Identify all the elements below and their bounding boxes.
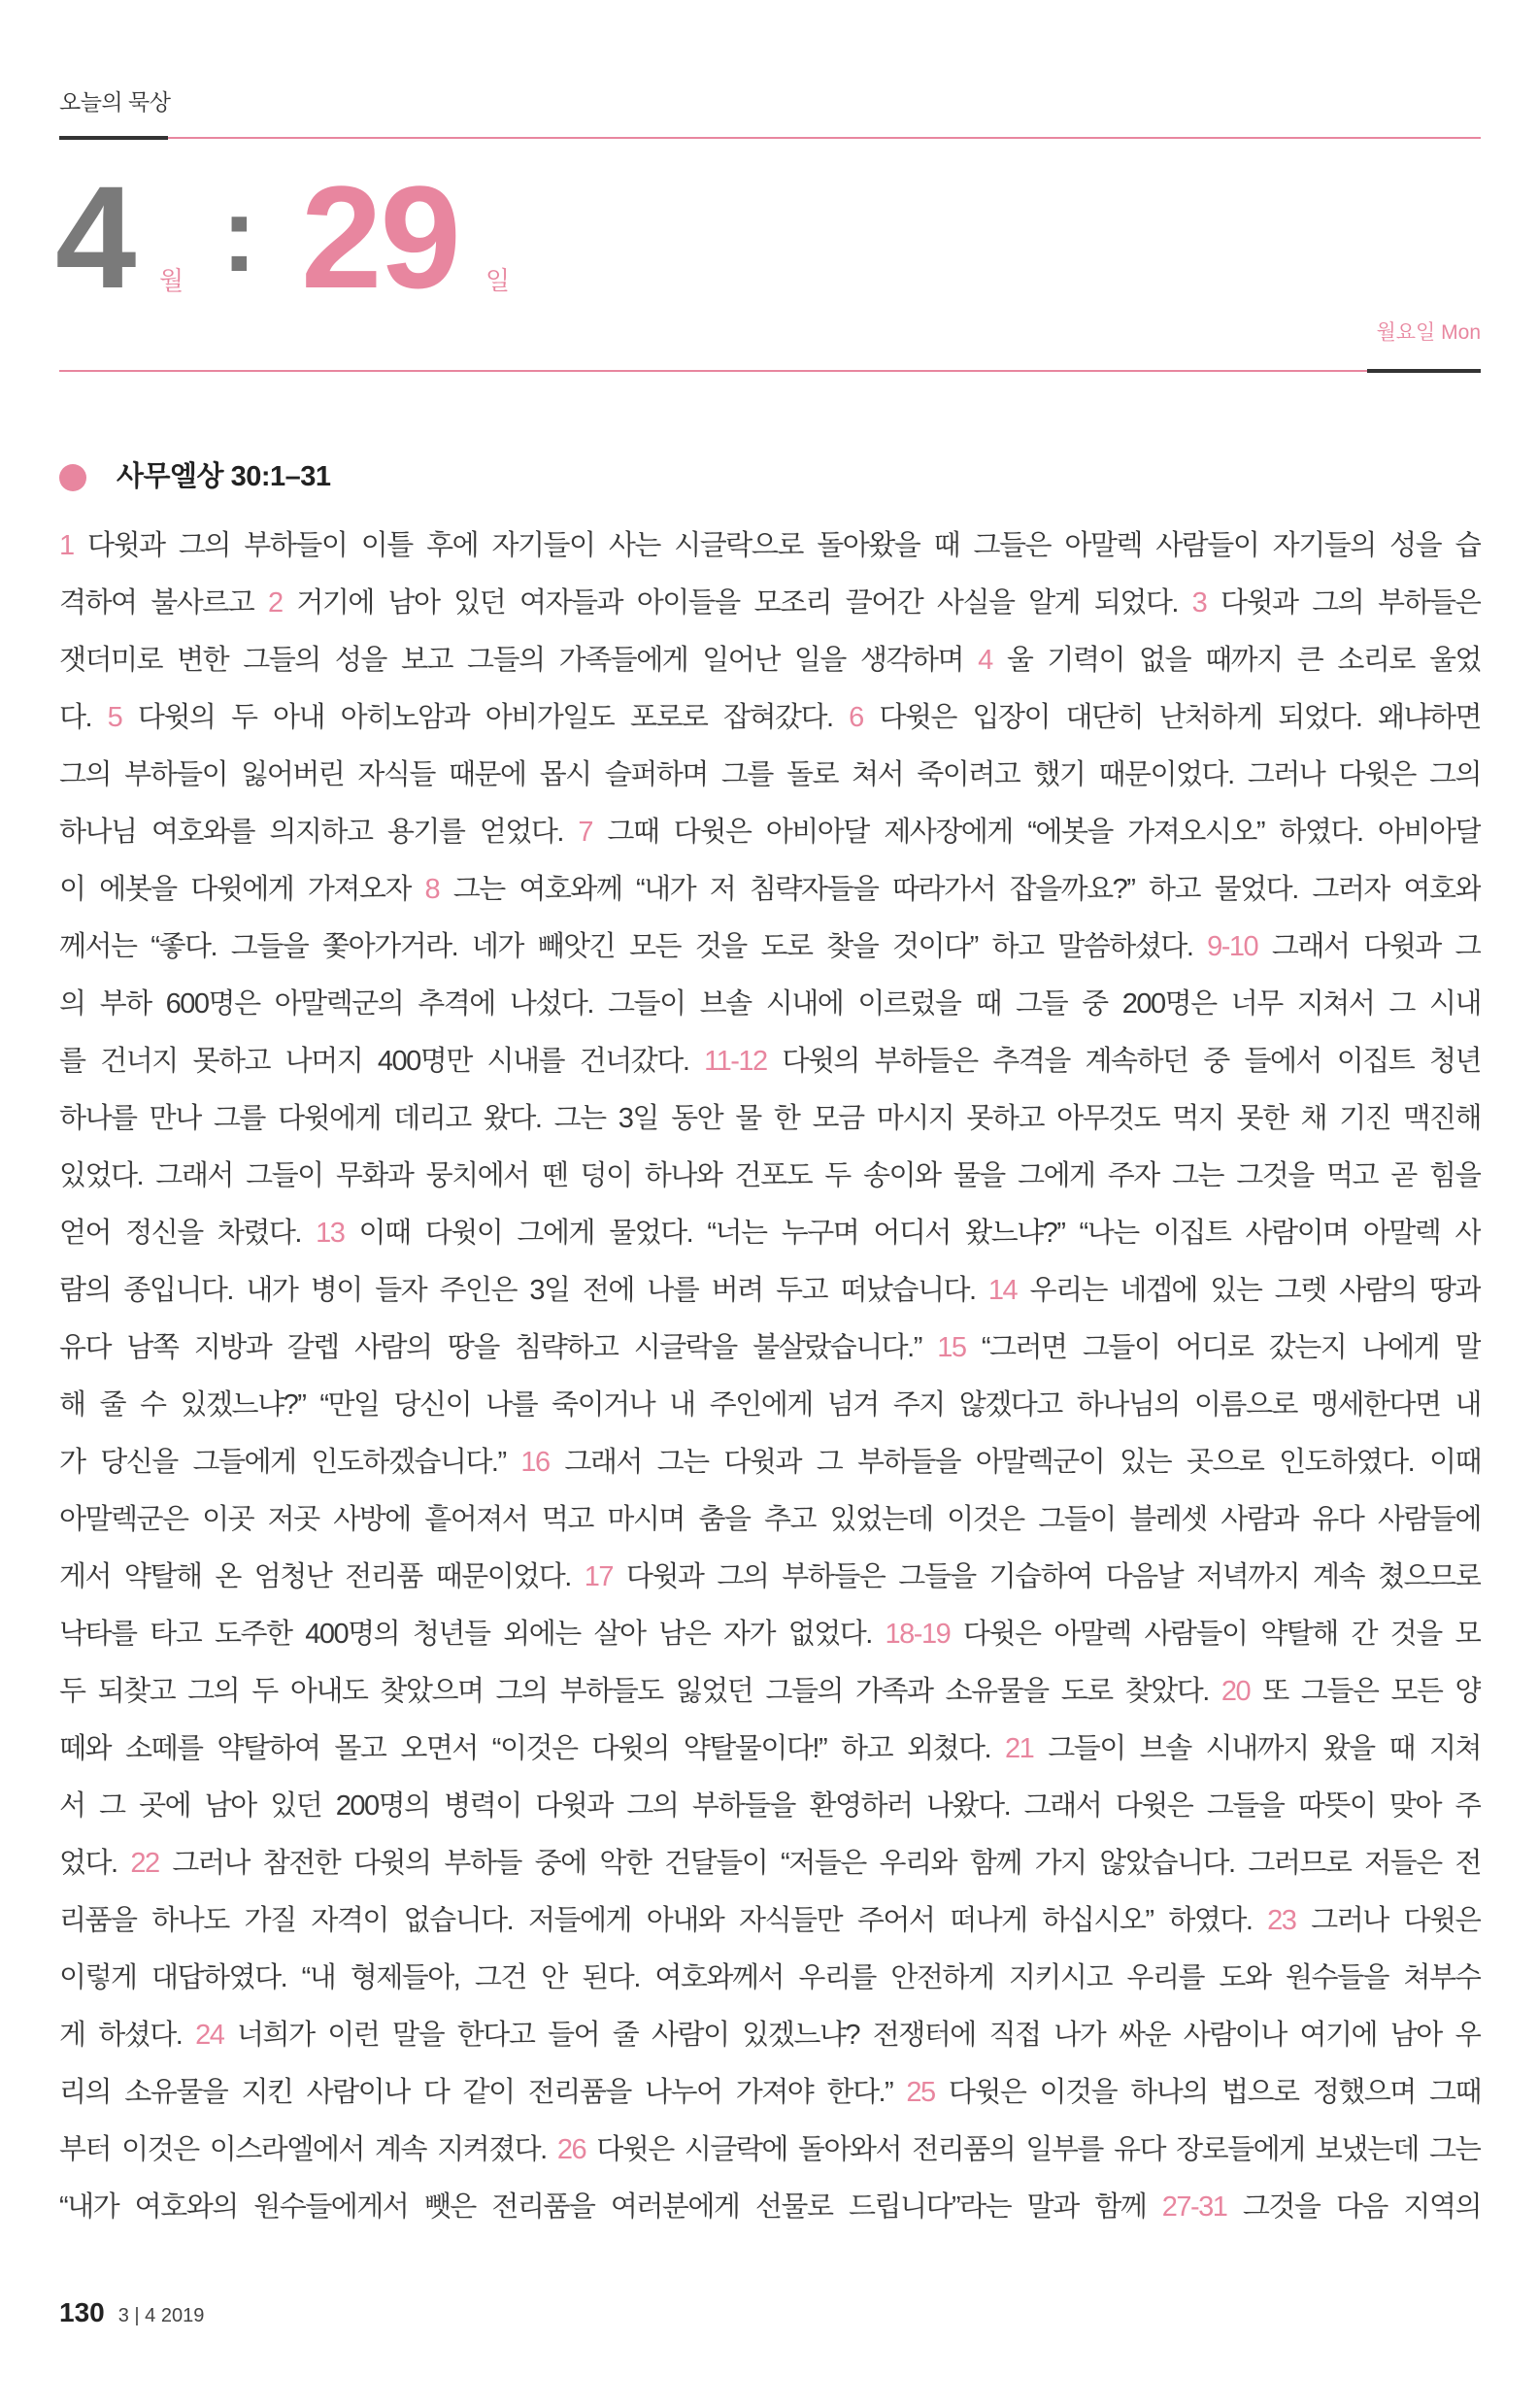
passage-text: 그래서 다윗과 그 bbox=[1257, 931, 1481, 962]
date-separator: : bbox=[221, 175, 257, 294]
passage-line bbox=[59, 1377, 1481, 1434]
verse-number: 26 bbox=[556, 2134, 586, 2165]
passage-line bbox=[59, 2122, 1481, 2179]
passage-text: 하나를 만나 그를 다윗에게 데리고 왔다. 그는 3일 동안 물 한 모금 마시지 못하고 아무것도 먹지 못한 채 기진 맥진해 bbox=[59, 1103, 1481, 1134]
passage-text: 우리는 네겝에 있는 그렛 사람의 땅과 bbox=[1017, 1275, 1481, 1306]
passage-text: 그때 다윗은 아비아달 제사장에게 “에봇을 가져오시오” 하였다. 아비아달 bbox=[591, 817, 1481, 848]
passage-line bbox=[59, 1491, 1481, 1549]
passage-text: 아말렉군은 이곳 저곳 사방에 흩어져서 먹고 마시며 춤을 추고 있었는데 이것은 그들이 블레셋 사람과 유다 사람들에 bbox=[59, 1504, 1481, 1535]
verse-number: 15 bbox=[937, 1332, 966, 1363]
passage-text: 부터 이것은 이스라엘에서 계속 지켜졌다. bbox=[59, 2134, 557, 2165]
verse-number: 16 bbox=[520, 1447, 550, 1478]
passage-line bbox=[59, 1950, 1481, 2007]
passage-text: 이 에봇을 다윗에게 가져오자 bbox=[59, 874, 425, 905]
header-divider bbox=[59, 137, 1481, 139]
passage-text: 하나님 여호와를 의지하고 용기를 얻었다. bbox=[59, 817, 579, 848]
passage-text: 께서는 “좋다. 그들을 쫓아가거라. 네가 빼앗긴 모든 것을 도로 찾을 것이다” 하고 말씀하셨다. bbox=[59, 931, 1208, 962]
passage-text: 해 줄 수 있겠느냐?” “만일 당신이 나를 죽이거나 내 주인에게 넘겨 주지 않겠다고 하나님의 이름으로 맹세한다면 내 bbox=[59, 1389, 1481, 1421]
passage-text: 게 하셨다. bbox=[59, 2020, 196, 2051]
passage-text: 다. bbox=[59, 702, 108, 733]
date-month: 4 bbox=[55, 155, 135, 318]
passage-text: 서 그 곳에 남아 있던 200명의 병력이 다윗과 그의 부하들을 환영하러 나왔다. 그래서 다윗은 그들을 따뜻이 맞아 주 bbox=[59, 1790, 1481, 1822]
page-number: 130 bbox=[59, 2297, 105, 2327]
passage-text: 리의 소유물을 지킨 사람이나 다 같이 전리품을 나누어 가져야 한다.” bbox=[59, 2077, 907, 2108]
passage-text: “내가 여호와의 원수들에게서 뺏은 전리품을 여러분에게 선물로 드립니다”라는 말과 함께 bbox=[59, 2191, 1162, 2223]
passage-text: 거기에 남아 있던 여자들과 아이들을 모조리 끌어간 사실을 알게 되었다. bbox=[282, 587, 1192, 619]
passage-text: “그러면 그들이 어디로 갔는지 나에게 말 bbox=[965, 1332, 1481, 1363]
passage-text: 다윗의 부하들은 추격을 계속하던 중 들에서 이집트 청년 bbox=[766, 1046, 1481, 1077]
passage-text: 다윗은 입장이 대단히 난처하게 되었다. 왜냐하면 bbox=[862, 702, 1481, 733]
passage-line bbox=[59, 575, 1481, 632]
verse-number: 14 bbox=[987, 1275, 1018, 1306]
passage-line bbox=[59, 1320, 1481, 1377]
weekday: 월요일 Mon bbox=[1376, 321, 1481, 344]
passage-line bbox=[59, 1090, 1481, 1148]
passage-text: 있었다. 그래서 그들이 무화과 뭉치에서 뗀 덩이 하나와 건포도 두 송이와 물을 그에게 주자 그는 그것을 먹고 곧 힘을 bbox=[59, 1160, 1481, 1191]
passage-text: 리품을 하나도 가질 자격이 없습니다. 저들에게 아내와 자식들만 주어서 떠나게 하십시오” 하였다. bbox=[59, 1905, 1268, 1936]
verse-number: 11-12 bbox=[704, 1046, 767, 1077]
verse-number: 9-10 bbox=[1207, 931, 1258, 962]
passage-text: 격하여 불사르고 bbox=[59, 587, 268, 619]
passage-text: 다윗과 그의 부하들이 이틀 후에 자기들이 사는 시글락으로 돌아왔을 때 그들은 아말렉 사람들이 자기들의 성을 습 bbox=[73, 530, 1481, 561]
passage-line bbox=[59, 632, 1481, 689]
passage-text: 다윗은 이것을 하나의 법으로 정했으며 그때 bbox=[934, 2077, 1481, 2108]
passage-line bbox=[59, 518, 1481, 575]
passage-text: 이때 다윗이 그에게 물었다. “너는 누구며 어디서 왔느냐?” “나는 이집트 사람이며 아말렉 사 bbox=[344, 1218, 1481, 1249]
passage-text: 그의 부하들이 잃어버린 자식들 때문에 몹시 슬퍼하며 그를 돌로 쳐서 죽이려고 했기 때문이었다. 그러나 다윗은 그의 bbox=[59, 759, 1481, 790]
passage-text: 그들이 브솔 시내까지 왔을 때 지쳐 bbox=[1033, 1733, 1481, 1764]
passage-text: 그는 여호와께 “내가 저 침략자들을 따라가서 잡을까요?” 하고 물었다. 그러자 여호와 bbox=[439, 874, 1481, 905]
passage-line bbox=[59, 1663, 1481, 1721]
verse-number: 23 bbox=[1267, 1905, 1296, 1936]
passage-text: 다윗과 그의 부하들은 bbox=[1206, 587, 1481, 619]
verse-number: 8 bbox=[424, 874, 440, 905]
passage-text: 그러나 다윗은 bbox=[1295, 1905, 1481, 1936]
passage-line bbox=[59, 747, 1481, 804]
passage-body bbox=[59, 518, 1481, 2236]
passage-text: 잿더미로 변한 그들의 성을 보고 그들의 가족들에게 일어난 일을 생각하며 bbox=[59, 645, 979, 676]
passage-text: 울 기력이 없을 때까지 큰 소리로 울었 bbox=[991, 645, 1481, 676]
section-title: 오늘의 묵상 bbox=[59, 89, 171, 115]
passage-line bbox=[59, 919, 1481, 976]
passage-text: 게서 약탈해 온 엄청난 전리품 때문이었다. bbox=[59, 1561, 585, 1592]
verse-number: 7 bbox=[578, 817, 592, 848]
header-divider-accent bbox=[59, 136, 168, 140]
passage-text: 그래서 그는 다윗과 그 부하들을 아말렉군이 있는 곳으로 인도하였다. 이때 bbox=[549, 1447, 1481, 1478]
passage-text: 그것을 다음 지역의 bbox=[1226, 2191, 1481, 2223]
passage-line bbox=[59, 804, 1481, 861]
passage-text: 얻어 정신을 차렸다. bbox=[59, 1218, 317, 1249]
passage-line bbox=[59, 2179, 1481, 2236]
passage-line bbox=[59, 1262, 1481, 1320]
passage-text: 람의 종입니다. 내가 병이 들자 주인은 3일 전에 나를 버려 두고 떠났습니다. bbox=[59, 1275, 988, 1306]
verse-number: 22 bbox=[130, 1848, 159, 1879]
passage-text: 또 그들은 모든 양 bbox=[1250, 1676, 1481, 1707]
verse-number: 2 bbox=[267, 587, 283, 619]
passage-line bbox=[59, 861, 1481, 919]
verse-number: 4 bbox=[978, 645, 992, 676]
passage-text: 었다. bbox=[59, 1848, 131, 1879]
passage-text: 유다 남쪽 지방과 갈렙 사람의 땅을 침략하고 시글락을 불살랐습니다.” bbox=[59, 1332, 938, 1363]
verse-number: 6 bbox=[849, 702, 863, 733]
passage-text: 의 부하 600명은 아말렉군의 추격에 나섰다. 그들이 브솔 시내에 이르렀을 때 그들 중 200명은 너무 지쳐서 그 시내 bbox=[59, 988, 1481, 1020]
verse-number: 21 bbox=[1005, 1733, 1034, 1764]
date-day: 29 bbox=[301, 155, 459, 318]
passage-line bbox=[59, 1606, 1481, 1663]
date-divider bbox=[59, 370, 1481, 372]
passage-text: 다윗과 그의 부하들은 그들을 기습하여 다음날 저녁까지 계속 쳤으므로 bbox=[612, 1561, 1481, 1592]
passage-text: 다윗은 아말렉 사람들이 약탈해 간 것을 모 bbox=[950, 1619, 1481, 1650]
passage-text: 가 당신을 그들에게 인도하겠습니다.” bbox=[59, 1447, 521, 1478]
verse-number: 1 bbox=[59, 530, 74, 561]
passage-line bbox=[59, 1721, 1481, 1778]
verse-number: 13 bbox=[316, 1218, 345, 1249]
verse-number: 27-31 bbox=[1161, 2191, 1227, 2223]
verse-number: 25 bbox=[906, 2077, 935, 2108]
passage-line bbox=[59, 1549, 1481, 1606]
verse-number: 20 bbox=[1220, 1676, 1251, 1707]
passage-line bbox=[59, 1033, 1481, 1090]
page-footer bbox=[59, 2299, 204, 2326]
passage-line bbox=[59, 1835, 1481, 1892]
passage-line bbox=[59, 2007, 1481, 2064]
issue-label: 3 | 4 2019 bbox=[117, 2305, 205, 2326]
verse-number: 17 bbox=[584, 1561, 613, 1592]
passage-line bbox=[59, 1778, 1481, 1835]
date-day-label: 일 bbox=[485, 266, 511, 295]
passage-text: 다윗의 두 아내 아히노암과 아비가일도 포로로 잡혀갔다. bbox=[121, 702, 850, 733]
date-month-label: 월 bbox=[159, 266, 184, 295]
bullet-dot-icon bbox=[59, 464, 86, 491]
passage-line bbox=[59, 1205, 1481, 1262]
passage-text: 떼와 소떼를 약탈하여 몰고 오면서 “이것은 다윗의 약탈물이다!” 하고 외쳤다. bbox=[59, 1733, 1006, 1764]
passage-line bbox=[59, 1434, 1481, 1491]
verse-number: 5 bbox=[107, 702, 122, 733]
date-divider-accent bbox=[1367, 369, 1481, 373]
passage-text: 다윗은 시글락에 돌아와서 전리품의 일부를 유다 장로들에게 보냈는데 그는 bbox=[585, 2134, 1481, 2165]
passage-text: 를 건너지 못하고 나머지 400명만 시내를 건너갔다. bbox=[59, 1046, 705, 1077]
verse-number: 3 bbox=[1191, 587, 1207, 619]
passage-line bbox=[59, 2064, 1481, 2122]
verse-number: 18-19 bbox=[885, 1619, 951, 1650]
passage-text: 낙타를 타고 도주한 400명의 청년들 외에는 살아 남은 자가 없었다. bbox=[59, 1619, 886, 1650]
passage-text: 너희가 이런 말을 한다고 들어 줄 사람이 있겠느냐? 전쟁터에 직접 나가 싸운 사람이나 여기에 남아 우 bbox=[223, 2020, 1481, 2051]
passage-reference: 사무엘상 30:1–31 bbox=[117, 461, 331, 492]
passage-text: 두 되찾고 그의 두 아내도 찾았으며 그의 부하들도 잃었던 그들의 가족과 소유물을 도로 찾았다. bbox=[59, 1676, 1221, 1707]
passage-text: 이렇게 대답하였다. “내 형제들아, 그건 안 된다. 여호와께서 우리를 안전하게 지키시고 우리를 도와 원수들을 쳐부수 bbox=[59, 1962, 1481, 1993]
verse-number: 24 bbox=[195, 2020, 224, 2051]
passage-text: 그러나 참전한 다윗의 부하들 중에 악한 건달들이 “저들은 우리와 함께 가지 않았습니다. 그러므로 저들은 전 bbox=[158, 1848, 1481, 1879]
passage-line bbox=[59, 689, 1481, 747]
passage-line bbox=[59, 1892, 1481, 1950]
passage-line bbox=[59, 976, 1481, 1033]
passage-line bbox=[59, 1148, 1481, 1205]
